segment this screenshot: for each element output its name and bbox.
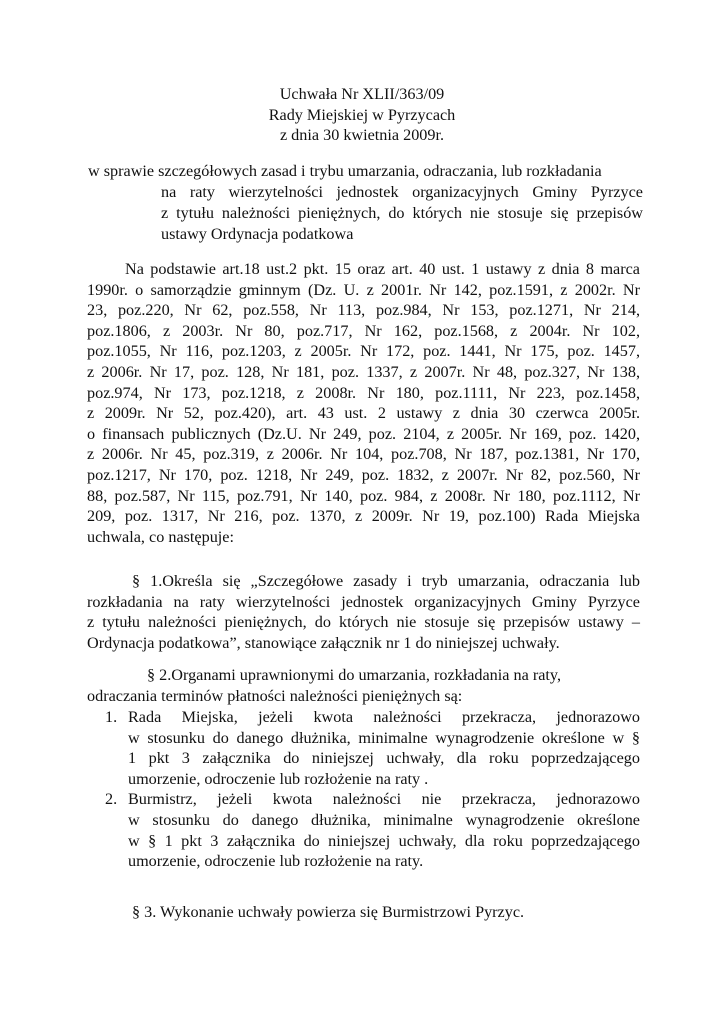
basis-line: 1990r. o samorządzie gminnym (Dz. U. z 2001r. Nr 142, poz.1591, z 2002r. Nr [87,280,640,299]
basis-line: poz.1806, z 2003r. Nr 80, poz.717, Nr 162, poz.1568, z 2004r. Nr 102, [87,321,640,340]
subject-line: w sprawie szczegółowych zasad i trybu umarzania, odraczania, lub rozkładania [88,162,602,180]
section-1 [87,571,640,653]
basis-line: poz.1217, Nr 170, poz. 1218, Nr 249, poz. 1832, z 2007r. Nr 82, poz.560, Nr [87,465,640,484]
list-item-line: Burmistrz, jeżeli kwota należności nie przekracza, jednorazowo [128,790,640,809]
resolution-header [0,84,724,146]
basis-line: z 2006r. Nr 17, poz. 128, Nr 181, poz. 1337, z 2007r. Nr 48, poz.327, Nr 138, [87,362,640,381]
list-item-line: w stosunku do danego dłużnika, minimalne wynagrodzenie określone w § [128,728,640,747]
list-item-line: 1 pkt 3 załącznika do niniejszej uchwały, dla roku poprzedzającego [128,749,640,768]
authority-list [105,707,640,872]
section-1-line: rozkładania na raty wierzytelności jednostek organizacyjnych Gminy Pyrzyce [87,592,640,611]
resolution-number: Uchwała Nr XLII/363/09 [279,85,445,103]
section-1-line: § 1.Określa się „Szczegółowe zasady i tryb umarzania, odraczania lub [132,572,640,590]
subject-continuation [161,182,643,245]
list-item-number: 2. [105,790,118,809]
basis-line: z 2009r. Nr 52, poz.420), art. 43 ust. 2 ustawy z dnia 30 czerwca 2005r. [87,404,640,423]
basis-line: uchwala, co następuje: [87,527,234,546]
section-2-line: § 2.Organami uprawnionymi do umarzania, rozkładania na raty, [147,666,561,684]
basis-line: poz.974, Nr 173, poz.1218, z 2008r. Nr 180, poz.1111, Nr 223, poz.1458, [87,383,640,402]
resolution-date: z dnia 30 kwietnia 2009r. [279,126,445,144]
list-item-line: Rada Miejska, jeżeli kwota należności przekracza, jednorazowo [128,708,640,726]
section-2 [87,665,640,706]
basis-line: 88, poz.587, Nr 115, poz.791, Nr 140, poz. 984, z 2008r. Nr 180, poz.1112, Nr [87,486,640,505]
basis-line: poz.1055, Nr 116, poz.1203, z 2005r. Nr 172, poz. 1441, Nr 175, poz. 1457, [87,342,640,361]
list-item [105,707,640,789]
list-item-line: umorzenie, odroczenie lub rozłożenie na raty . [128,769,429,788]
council-name: Rady Miejskiej w Pyrzycach [268,105,456,124]
list-item-number: 1. [105,708,118,726]
subject-line: ustawy Ordynacja podatkowa [161,225,354,243]
section-3: § 3. Wykonanie uchwały powierza się Burmistrzowi Pyrzyc. [132,903,525,921]
basis-line: z 2006r. Nr 45, poz.319, z 2006r. Nr 104, poz.708, Nr 187, poz.1381, Nr 170, [87,445,640,464]
section-1-line: z tytułu należności pieniężnych, do których nie stosuje się przepisów ustawy – [87,613,640,632]
list-item [105,789,640,871]
list-item-line: w § 1 pkt 3 załącznika do niniejszej uchwały, dla roku poprzedzającego [128,831,640,850]
section-2-line: odraczania terminów płatności należności pieniężnych są: [87,686,463,705]
list-item-line: umorzenie, odroczenie lub rozłożenie na raty. [128,852,424,871]
basis-line: Na podstawie art.18 ust.2 pkt. 15 oraz art. 40 ust. 1 ustawy z dnia 8 marca [125,260,640,278]
resolution-subject [88,161,643,245]
list-item-line: w stosunku do danego dłużnika, minimalne wynagrodzenie określone [128,810,640,829]
section-1-line: Ordynacja podatkowa”, stanowiące załącznik nr 1 do niniejszej uchwały. [87,633,560,652]
subject-line: z tytułu należności pieniężnych, do których nie stosuje się przepisów [161,204,643,222]
basis-line: 209, poz. 1317, Nr 216, poz. 1370, z 2009r. Nr 19, poz.100) Rada Miejska [87,507,640,526]
legal-basis-paragraph [87,259,640,547]
basis-line: o finansach publicznych (Dz.U. Nr 249, poz. 2104, z 2005r. Nr 169, poz. 1420, [87,424,640,443]
subject-line: na raty wierzytelności jednostek organizacyjnych Gminy Pyrzyce [161,183,643,201]
basis-line: 23, poz.220, Nr 62, poz.558, Nr 113, poz.984, Nr 153, poz.1271, Nr 214, [87,301,640,320]
